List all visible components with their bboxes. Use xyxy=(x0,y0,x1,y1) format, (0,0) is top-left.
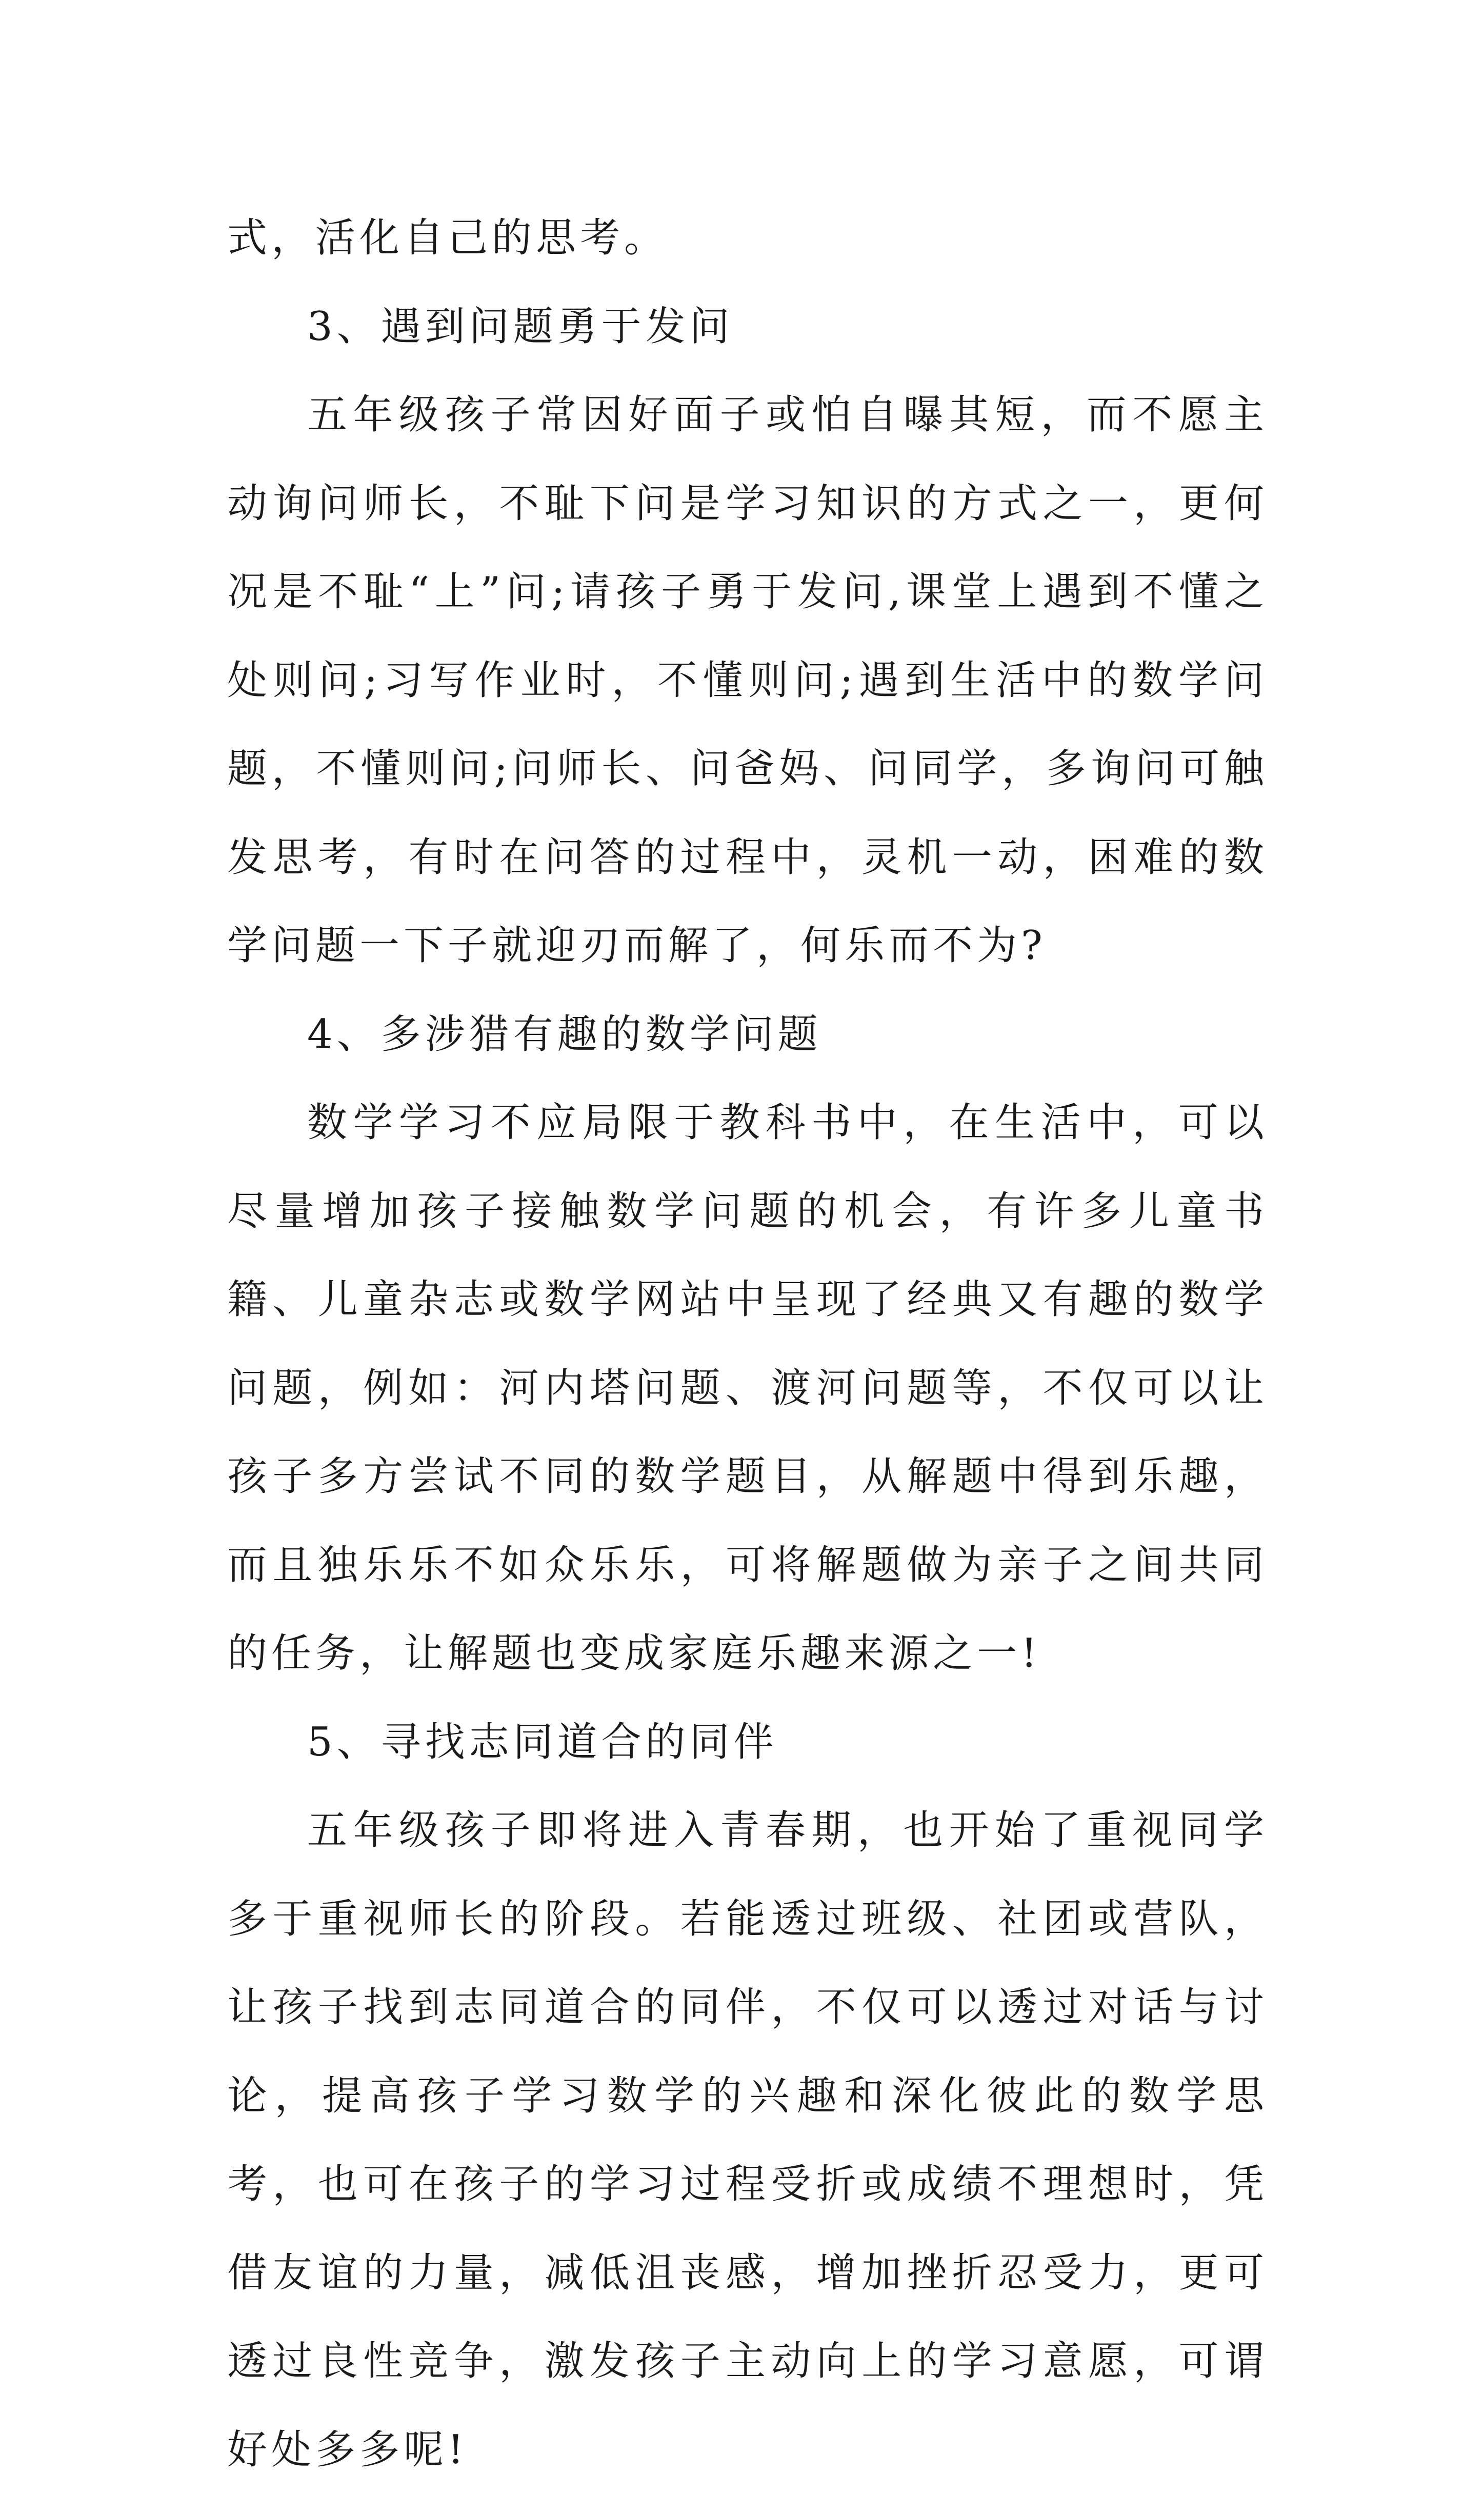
paragraph-interesting-problems: 数学学习不应局限于教科书中，在生活中，可以尽量增加孩子接触数学问题的机会，有许多儿童书籍、儿童杂志或数学网站中呈现了经典又有趣的数学问题，例如：河内塔问题、渡河问题等，不仅可以让孩子多方尝试不同的数学题目，从解题中得到乐趣，而且独乐乐不如众乐乐，可将解题做为亲子之间共同的任务，让解题也变成家庭乐趣来源之一! xyxy=(227,1100,1268,1677)
section-heading-3: 3、遇到问题勇于发问 xyxy=(307,303,734,350)
paragraph-continuation: 式，活化自己的思考。 xyxy=(227,215,669,261)
paragraph-like-minded-peers: 五年级孩子即将进入青春期，也开始了重视同学多于重视师长的阶段。若能透过班级、社团或营队，让孩子找到志同道合的同伴，不仅可以透过对话与讨论，提高孩子学习数学的兴趣和深化彼此的数学思考，也可在孩子的学习过程受折或成绩不理想时，凭借友谊的力量，减低沮丧感，增加挫折忍受力，更可透过良性竞争，激发孩子主动向上的学习意愿，可谓好处多多呢! xyxy=(227,1807,1268,2473)
paragraph-ask-questions: 五年级孩子常因好面子或怕自曝其短，而不愿主动询问师长，不耻下问是学习知识的方式之一，更何况是不耻“上”问;请孩子勇于发问,课堂上遇到不懂之处则问;习写作业时，不懂则问;遇到生活中的数学问题，不懂则问;问师长、问爸妈、问同学，多询问可触发思考，有时在问答的过程中，灵机一动，困难的数学问题一下子就迎刃而解了，何乐而不为? xyxy=(227,392,1268,969)
document-body xyxy=(227,194,1268,2494)
section-heading-5: 5、寻找志同道合的同伴 xyxy=(307,1719,778,1765)
section-heading-4: 4、多涉猎有趣的数学问题 xyxy=(307,1011,822,1058)
